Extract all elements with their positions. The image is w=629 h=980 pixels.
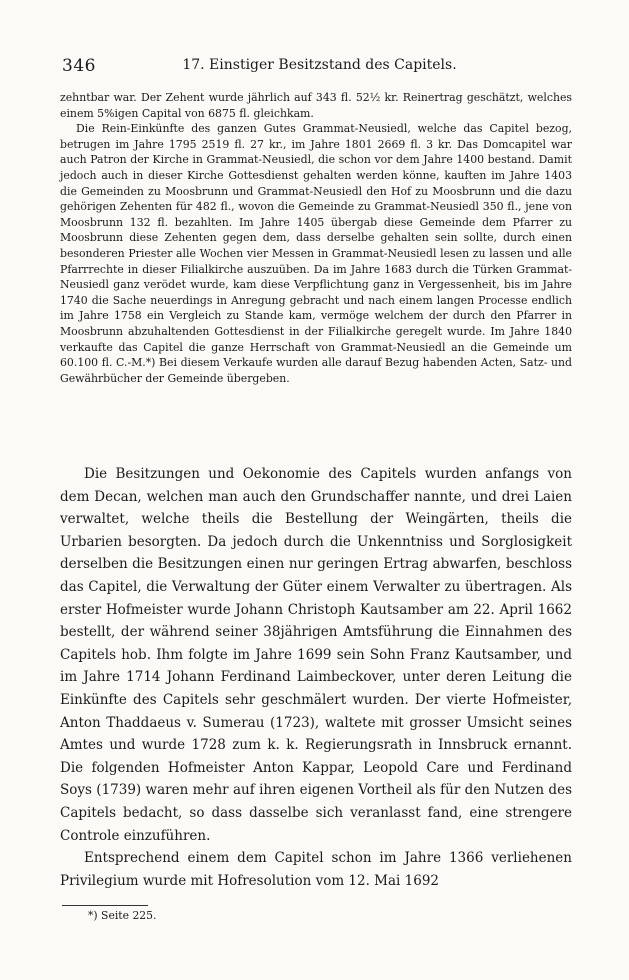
small-paragraph-continuation: zehntbar war. Der Zehent wurde jährlich auf 343 fl. 52½ kr. Reinertrag geschätzt, welches einem 5%igen Capital von 6875 fl. gleichkam. xyxy=(60,91,572,120)
main-paragraph-privilege: Entsprechend einem dem Capitel schon im Jahre 1366 verliehenen Privilegium wurde mit Hofresolution vom 12. Mai 1692 xyxy=(60,850,572,889)
main-text-block xyxy=(60,463,572,892)
small-print-block xyxy=(60,90,572,386)
running-title: 17. Einstiger Besitzstand des Capitels. xyxy=(182,57,457,73)
page-header xyxy=(62,56,577,78)
small-paragraph-revenue: Die Rein-Einkünfte des ganzen Gutes Grammat-Neusiedl, welche das Capitel bezog, betrugen im Jahre 1795 2519 fl. 27 kr., im Jahre 1801 2669 fl. 3 kr. Das Domcapitel war auch Patron der Kirche in Grammat-Neusiedl, die schon vor dem Jahre 1400 bestand. Damit jedoch auch in dieser Kirche Gottesdienst gehalten werden könne, kauften im Jahre 1403 die Gemeinden zu Moosbrunn und Grammat-Neusiedl den Hof zu Moosbrunn und die dazu gehörigen Zehenten für 482 fl., wovon die Gemeinde zu Grammat-Neusiedl 350 fl., jene von Moosbrunn 132 fl. bezahlten. Im Jahre 1405 übergab diese Gemeinde dem Pfarrer zu Moosbrunn diese Zehenten gegen dem, dass derselbe gehalten sein sollte, durch einen besonderen Priester alle Wochen vier Messen in Grammat-Neusiedl lesen zu lassen und alle Pfarrrechte in dieser Filialkirche auszuüben. Da im Jahre 1683 durch die Türken Grammat-Neusiedl ganz verödet wurde, kam diese Verpflichtung ganz in Vergessenheit, bis im Jahre 1740 die Sache neuerdings in Anregung gebracht und nach einem langen Processe endlich im Jahre 1758 ein Vergleich zu Stande kam, vermöge welchem der durch den Pfarrer in Moosbrunn abzuhaltenden Gottesdienst in der Filialkirche geregelt wurde. Im Jahre 1840 verkaufte das Capitel die ganze Herrschaft von Grammat-Neusiedl an die Gemeinde um 60.100 fl. C.-M.*) Bei diesem Verkaufe wurden alle darauf Bezug habenden Acten, Satz- und Gewährbücher der Gemeinde übergeben. xyxy=(60,122,572,385)
main-paragraph-administration: Die Besitzungen und Oekonomie des Capitels wurden anfangs von dem Decan, welchen man auch den Grundschaffer nannte, und drei Laien verwaltet, welche theils die Bestellung der Weingärten, theils die Urbarien besorgten. Da jedoch durch die Unkenntniss und Sorglosigkeit derselben die Besitzungen einen nur geringen Ertrag abwarfen, beschloss das Capitel, die Verwaltung der Güter einem Verwalter zu übertragen. Als erster Hofmeister wurde Johann Christoph Kautsamber am 22. April 1662 bestellt, der während seiner 38jährigen Amtsführung die Einnahmen des Capitels hob. Ihm folgte im Jahre 1699 sein Sohn Franz Kautsamber, und im Jahre 1714 Johann Ferdinand Laimbeckover, unter deren Leitung die Einkünfte des Capitels sehr geschmälert wurden. Der vierte Hofmeister, Anton Thaddaeus v. Sumerau (1723), waltete mit grosser Umsicht seines Amtes und wurde 1728 zum k. k. Regierungsrath in Innsbruck ernannt. Die folgenden Hofmeister Anton Kappar, Leopold Care und Ferdinand Soys (1739) waren mehr auf ihren eigenen Vortheil als für den Nutzen des Capitels bedacht, so dass dasselbe sich veranlasst fand, eine strengere Controle einzuführen. xyxy=(60,466,572,844)
footnote: *) Seite 225. xyxy=(88,909,157,922)
page-number: 346 xyxy=(62,56,96,76)
footnote-divider xyxy=(62,905,148,906)
